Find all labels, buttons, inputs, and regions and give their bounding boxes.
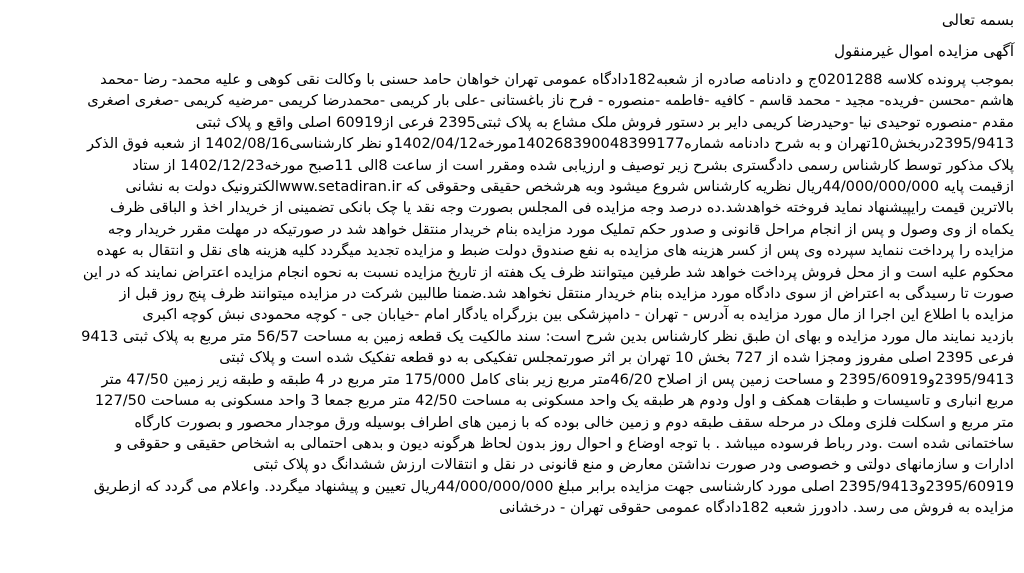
body-line: مزایده را پرداخت ننماید سپرده وی پس از کسر هزینه های مزایده به نفع صندوق دولت ضبط و مزایده تجدید میگردد کلیه هزینه های نقل و انتقال به عهده	[96, 242, 1014, 260]
body-line: 2395/60919و2395/9413 اصلی مورد کارشناسی جهت مزایده برابر مبلغ 44/000/000/000ریال تعیین و پیشنهاد میگردد. واعلام می گردد که ازطریق	[93, 477, 1014, 495]
body-line: بموجب پرونده کلاسه 0201288ج و دادنامه صادره از شعبه182دادگاه عمومی تهران خواهان حامد حسنی با وکالت نقی کوهی و علیه محمد- رضا -محمد	[100, 71, 1014, 88]
body-line: بالاترین قیمت رایپیشنهاد نماید فروخته خواهدشد.ده درصد وجه مزایده فی المجلس بصورت وجه نقد یا چک بانکی تضمینی از خریدار اخذ و الباقی ظرف	[109, 199, 1014, 217]
body-line: مزایده با اطلاع این اجرا از مال مورد مزایده به آدرس - تهران - دامپزشکی بین بزرگراه یادگار امام -خیابان جی - کوچه محمودی نبش کوچه اکبری	[142, 306, 1014, 324]
body-line: متر مربع و اسکلت فلزی وملک در مرحله سقف طبقه دوم و زمین خالی بوده که با زمین های اطراف بوسیله ورق موجدار محصور و بصورت کارگاه	[134, 413, 1014, 431]
body-line: ادارات و سازمانهای دولتی و خصوصی ودر صورت نداشتن معارض و منع قانونی در نقل و انتقالات ارزش ششدانگ دو پلاک ثبتی	[252, 456, 1014, 474]
body-line: یکماه از وی وصول و پس از انجام مراحل قانونی و صدور حکم تملیک مورد مزایده بنام خریدار منتقل خواهد شد در صورتیکه در مهلت مقرر خریدار وجه	[107, 220, 1014, 238]
body-line: ازقیمت پایه 44/000/000/000ریال نظریه کارشناس شروع میشود وبه هرشخص حقیقی وحقوقی که www.setadiran.irالکترونیک دولت به نشانی	[125, 178, 1014, 196]
body-line: پلاک مذکور توسط کارشناس رسمی دادگستری بشرح زیر توصیف و ارزیابی شده ومقرر است از ساعت 8الی 11صبح مورخه1402/12/23 از ستاد	[132, 156, 1014, 174]
body-line: ساختمانی شده است .ودر رباط فرسوده میباشد . با توجه اوضاع و احوال روز بدون لحاظ هرگونه دیون و بدهی احتمالی به اشخاص حقیقی و حقوقی و	[115, 434, 1014, 452]
body-line: 2395/9413دربخش10تهران و به شرح دادنامه شماره140268390048399177مورخه1402/04/12و نظر کارشناسی1402/08/16 از شعبه فوق الذکر	[87, 135, 1014, 153]
body-line: مزایده به فروش می رسد. دادورز شعبه 182دادگاه عمومی حقوقی تهران - درخشانی	[499, 499, 1014, 517]
notice-body	[10, 69, 1014, 519]
body-line: هاشم -محسن -فریده- مجید - محمد قاسم - کافیه -فاطمه -منصوره - فرح ناز باغستانی -علی بار کریمی -محمدرضا کریمی -مرضیه کریمی -صغری اصغری	[87, 92, 1014, 110]
document-title: آگهی مزایده اموال غیرمنقول	[834, 42, 1014, 60]
body-line: 2395/9413و2395/60919 و مساحت زمین پس از اصلاح 46/20متر مربع زیر بنای کامل 175/000 متر مربع در 4 طبقه و طبقه زیر زمین 47/50 متر	[101, 370, 1014, 388]
body-line: مقدم -منصوره توحیدی نیا -وحیدرضا کریمی دایر بر دستور فروش ملک مشاع به پلاک ثبتی2395 فرعی از60919 اصلی واقع و پلاک ثبتی	[195, 113, 1014, 131]
body-line: صورت تا رسیدگی به اعتراض از سوی دادگاه مورد مزایده بنام خریدار منتقل نخواهد شد.ضمنا طالبین شرکت در مزایده میتوانند ظرف پنج روز قبل از	[119, 285, 1014, 303]
body-line: فرعی 2395 اصلی مفروز ومجزا شده از 727 بخش 10 تهران بر اثر صورتمجلس تفکیکی به دو قطعه تفکیک شده است و پلاک ثبتی	[219, 349, 1014, 367]
body-line: بازدید نمایند مال مورد مزایده و بهای ان طبق نظر کارشناس بدین شرح است: سند مالکیت یک قطعه زمین به مساحت 56/57 متر مربع به پلاک ثبتی 9413	[81, 327, 1014, 345]
body-line: محکوم علیه است و از محل فروش پرداخت خواهد شد طرفین میتوانند ظرف یک هفته از تاریخ مزایده نسبت به نحوه انجام مزایده اعتراض نمایند که در این	[82, 263, 1014, 281]
body-line: مربع انباری و تاسیسات و طبقات همکف و اول ودوم هر طبقه یک واحد مسکونی به مساحت 42/50 متر مربع جمعا 3 واحد مسکونی به مساحت 127/50	[94, 392, 1014, 410]
document-header: بسمه تعالی	[941, 11, 1014, 29]
